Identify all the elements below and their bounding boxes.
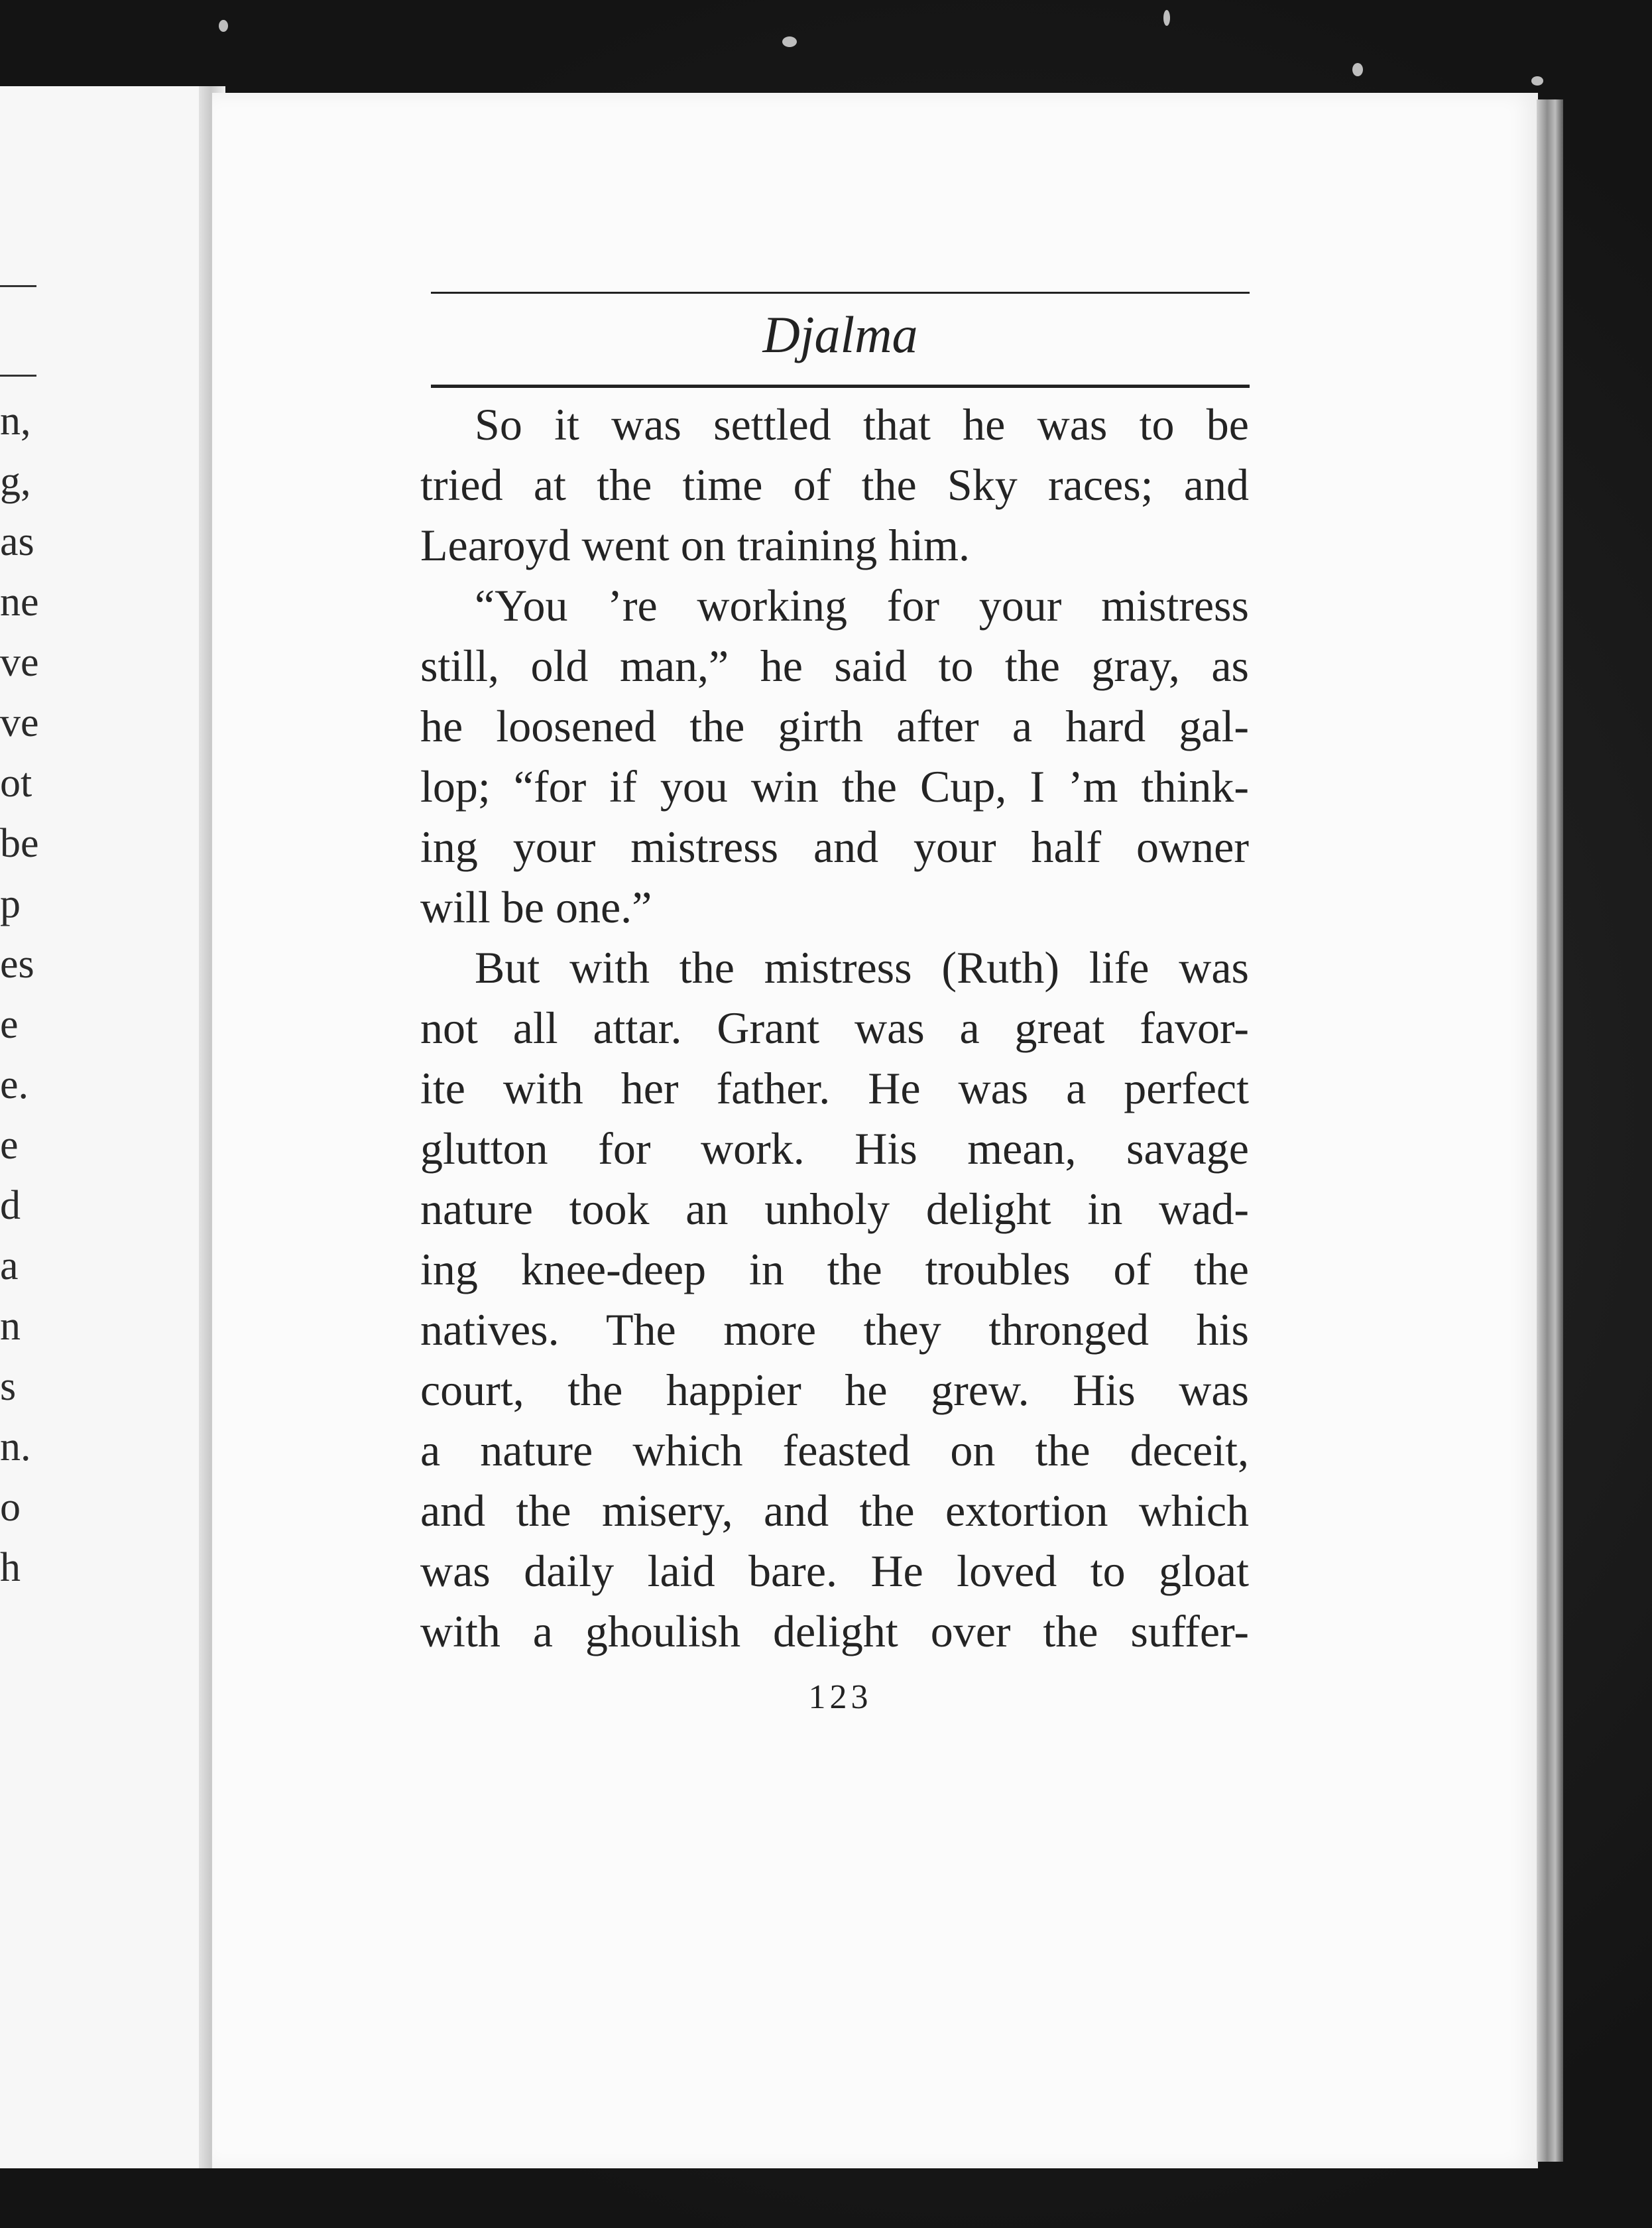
left-page-fragment: e bbox=[0, 1123, 19, 1168]
left-page-fragment: ve bbox=[0, 700, 39, 745]
text-line: a nature which feasted on the deceit, bbox=[420, 1425, 1249, 1475]
left-page-fragment: e bbox=[0, 1002, 19, 1047]
text-line: ing your mistress and your half owner bbox=[420, 822, 1249, 872]
left-top-rule bbox=[0, 285, 36, 287]
text-line: ing knee-deep in the troubles of the bbox=[420, 1244, 1249, 1294]
scan-speck bbox=[219, 20, 228, 32]
left-page-fragment: ot bbox=[0, 761, 32, 806]
scan-speck bbox=[1352, 63, 1363, 76]
left-page-fragment: es bbox=[0, 942, 34, 987]
left-page-fragment: n, bbox=[0, 399, 31, 444]
scan-speck bbox=[1163, 10, 1170, 26]
left-page-fragment: a bbox=[0, 1243, 19, 1288]
text-line: tried at the time of the Sky races; and bbox=[420, 460, 1249, 510]
text-line: he loosened the girth after a hard gal- bbox=[420, 701, 1249, 751]
text-line: glutton for work. His mean, savage bbox=[420, 1123, 1249, 1174]
text-line: will be one.” bbox=[420, 882, 652, 932]
left-page-fragment: ne bbox=[0, 580, 39, 625]
scan-speck bbox=[782, 36, 797, 47]
text-line: not all attar. Grant was a great favor- bbox=[420, 1003, 1249, 1053]
text-line: ite with her father. He was a perfect bbox=[420, 1063, 1249, 1113]
left-page-fragment: as bbox=[0, 519, 34, 564]
left-page-fragment: s bbox=[0, 1364, 17, 1409]
text-line: with a ghoulish delight over the suffer- bbox=[420, 1606, 1249, 1656]
text-line: But with the mistress (Ruth) life was bbox=[475, 942, 1249, 993]
text-line: court, the happier he grew. His was bbox=[420, 1365, 1249, 1415]
left-page-fragment: ve bbox=[0, 640, 39, 685]
text-line: was daily laid bare. He loved to gloat bbox=[420, 1546, 1249, 1596]
text-line: still, old man,” he said to the gray, as bbox=[420, 641, 1249, 691]
text-line: natives. The more they thronged his bbox=[420, 1304, 1249, 1355]
left-page-fragment: n bbox=[0, 1304, 21, 1349]
scan-speck bbox=[1531, 76, 1543, 86]
body-text bbox=[420, 395, 1249, 1662]
left-page-fragment: n. bbox=[0, 1424, 31, 1469]
header-bottom-rule bbox=[431, 385, 1250, 388]
text-line: So it was settled that he was to be bbox=[475, 399, 1249, 450]
text-line: nature took an unholy delight in wad- bbox=[420, 1184, 1249, 1234]
left-page-fragment: e. bbox=[0, 1062, 29, 1107]
left-page-fragment: o bbox=[0, 1485, 21, 1530]
left-page-fragment: h bbox=[0, 1545, 21, 1590]
left-facing-page bbox=[0, 86, 221, 2168]
page-number: 123 bbox=[808, 1678, 872, 1716]
left-page-fragment: d bbox=[0, 1183, 21, 1228]
text-line: Learoyd went on training him. bbox=[420, 520, 971, 570]
running-head: Djalma bbox=[762, 306, 918, 363]
page-edge bbox=[1537, 99, 1563, 2162]
text-line: lop; “for if you win the Cup, I ’m think- bbox=[420, 761, 1249, 812]
left-page-fragment: p bbox=[0, 881, 21, 926]
left-page-fragment: g, bbox=[0, 459, 31, 504]
left-page-fragment: be bbox=[0, 821, 39, 866]
text-line: “You ’re working for your mistress bbox=[475, 580, 1249, 631]
text-line: and the misery, and the extortion which bbox=[420, 1485, 1249, 1536]
header-top-rule bbox=[431, 292, 1250, 294]
left-bottom-rule bbox=[0, 375, 36, 377]
